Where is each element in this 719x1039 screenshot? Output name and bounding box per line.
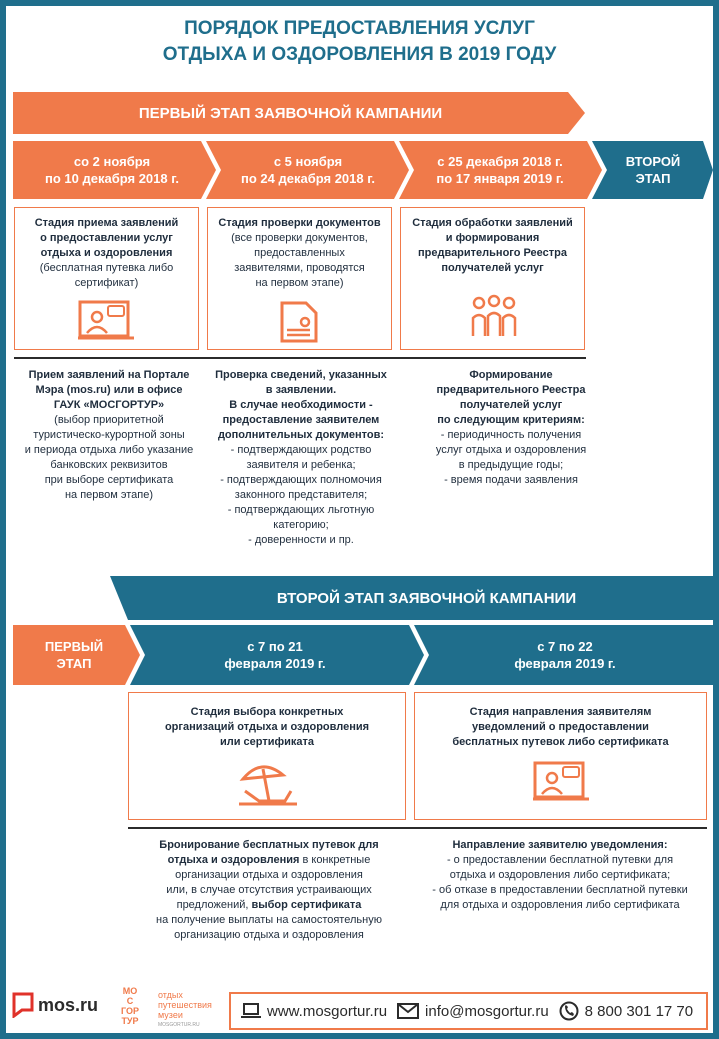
stage2-divider (128, 827, 707, 829)
beach-umbrella-icon (237, 757, 299, 807)
page-title (0, 16, 719, 68)
stage2-detail-1-bold-a: Бронирование бесплатных путевок для отдыха и оздоровления (159, 839, 379, 866)
stage1-next-stage-label: ВТОРОЙ ЭТАП (625, 154, 681, 186)
website-link[interactable] (241, 1003, 387, 1020)
document-icon (278, 300, 322, 344)
stage1-banner: ПЕРВЫЙ ЭТАП ЗАЯВОЧНОЙ КАМПАНИИ (138, 104, 443, 122)
stage1-box-2 (207, 207, 392, 350)
stage1-box-2-text (208, 216, 391, 291)
stage2-detail-1-normal-b: на получение выплаты на самостоятельную организацию отдыха и оздоровления (156, 914, 382, 941)
stage1-detail-3-normal: - периодичность получения услуг отдыха и оздоровления в предыдущие годы; - время подачи заявления (435, 429, 587, 486)
mosgortur-logo-line-4: ТУР (121, 1016, 139, 1026)
stage2-period-2: с 7 по 22 февраля 2019 г. (514, 639, 616, 671)
stage1-box-3-text (401, 216, 584, 276)
stage2-box-1-text (129, 705, 405, 750)
stage2-prev-stage-label: ПЕРВЫЙ ЭТАП (44, 639, 104, 671)
stage1-period-3: с 25 декабря 2018 г. по 17 января 2019 г. (436, 154, 564, 186)
stage1-box-1-text (15, 216, 198, 291)
mosgortur-logo-line-3: ГОР (121, 1006, 139, 1016)
email-text: info@mosgortur.ru (425, 1002, 549, 1020)
mosru-logo-text: mos.ru (38, 994, 99, 1015)
title-line-2: ОТДЫХА И ОЗДОРОВЛЕНИЯ В 2019 ГОДУ (162, 44, 557, 65)
mosgortur-logo-line-2: С (126, 996, 134, 1006)
stage2-period-1: с 7 по 21 февраля 2019 г. (224, 639, 326, 671)
phone-link[interactable] (559, 1001, 693, 1021)
stage2-detail-2 (404, 838, 716, 913)
stage1-box-3-bold: Стадия обработки заявлений и формирования предварительного Реестра получателей услуг (412, 217, 573, 274)
title-line-1: ПОРЯДОК ПРЕДОСТАВЛЕНИЯ УСЛУГ (184, 18, 535, 39)
stage2-box-2 (414, 692, 707, 820)
stage1-box-2-bold: Стадия проверки документов (218, 217, 381, 229)
stage1-box-1-bold: Стадия приема заявлений о предоставлении услуг отдыха и оздоровления (34, 217, 179, 259)
stage1-detail-3 (400, 368, 622, 488)
stage2-detail-1 (128, 838, 410, 943)
mosru-logo[interactable] (12, 992, 98, 1018)
stage2-box-1 (128, 692, 406, 820)
stage2-banner: ВТОРОЙ ЭТАП ЗАЯВОЧНОЙ КАМПАНИИ (276, 589, 577, 607)
stage2-detail-2-bold: Направление заявителю уведомления: (452, 839, 668, 851)
phone-icon (559, 1001, 579, 1021)
phone-text: 8 800 301 17 70 (584, 1002, 694, 1020)
stage2-detail-2-normal: - о предоставлении бесплатной путевки для отдыха и оздоровления либо сертификата; - об отказе в предоставлении бесплатной путевки для отдыха и оздоровления либо сертификата (432, 854, 688, 911)
mosgortur-logo-line-1: МО (122, 986, 138, 996)
envelope-icon (397, 1003, 419, 1019)
stage1-box-1-normal: (бесплатная путевка либо сертификат) (39, 262, 174, 289)
stage2-detail-1-normal-a: в конкретные организации отдыха и оздоровления или, в случае отсутствия устраивающих предложений, (166, 854, 372, 911)
stage1-box-1 (14, 207, 199, 350)
laptop-icon (241, 1003, 261, 1019)
website-text: www.mosgortur.ru (267, 1002, 388, 1020)
mosru-logo-icon (12, 992, 34, 1018)
stage1-detail-2-bold: Проверка сведений, указанных в заявлении. В случае необходимости - предоставление заявителем дополнительных документов: (215, 369, 387, 441)
stage1-detail-2 (203, 368, 399, 548)
email-link[interactable] (397, 1003, 549, 1020)
stage1-detail-2-normal: - подтверждающих родство заявителя и ребенка; - подтверждающих полномочия законного представителя; - подтверждающих льготную категорию; - доверенности и пр. (220, 444, 382, 546)
video-chat-icon (78, 300, 136, 340)
stage2-detail-1-bold-b: выбор сертификата (251, 899, 362, 911)
mosgortur-logo (108, 986, 152, 1026)
stage1-detail-1 (14, 368, 204, 503)
contacts-box (229, 992, 708, 1030)
stage1-divider (14, 357, 586, 359)
video-chat-icon-2 (533, 761, 591, 801)
stage1-period-1: со 2 ноября по 10 декабря 2018 г. (45, 154, 179, 186)
stage1-detail-3-bold: Формирование предварительного Реестра получателей услуг по следующим критериям: (436, 369, 586, 426)
stage2-box-2-text (415, 705, 706, 750)
museum-tagline: отдых путешествия музеи (158, 990, 212, 1020)
museum-tagline-small: MOSGORTUR.RU (158, 1022, 200, 1028)
stage1-detail-1-bold: Прием заявлений на Портале Мэра (mos.ru) или в офисе ГАУК «МОСГОРТУР» (28, 369, 190, 411)
stage1-detail-1-normal: (выбор приоритетной туристическо-курортной зоны и периода отдыха либо указание банковских реквизитов при выборе сертификата на первом этапе) (24, 414, 194, 501)
people-group-icon (469, 294, 519, 338)
stage2-box-1-bold: Стадия выбора конкретных организаций отдыха и оздоровления или сертификата (164, 706, 370, 748)
stage2-box-2-bold: Стадия направления заявителям уведомлений о предоставлении бесплатных путевок либо сертификата (452, 706, 669, 748)
stage1-box-3 (400, 207, 585, 350)
stage1-box-2-normal: (все проверки документов, предоставленных заявителями, проводятся на первом этапе) (231, 232, 368, 289)
stage1-period-2: с 5 ноября по 24 декабря 2018 г. (241, 154, 375, 186)
